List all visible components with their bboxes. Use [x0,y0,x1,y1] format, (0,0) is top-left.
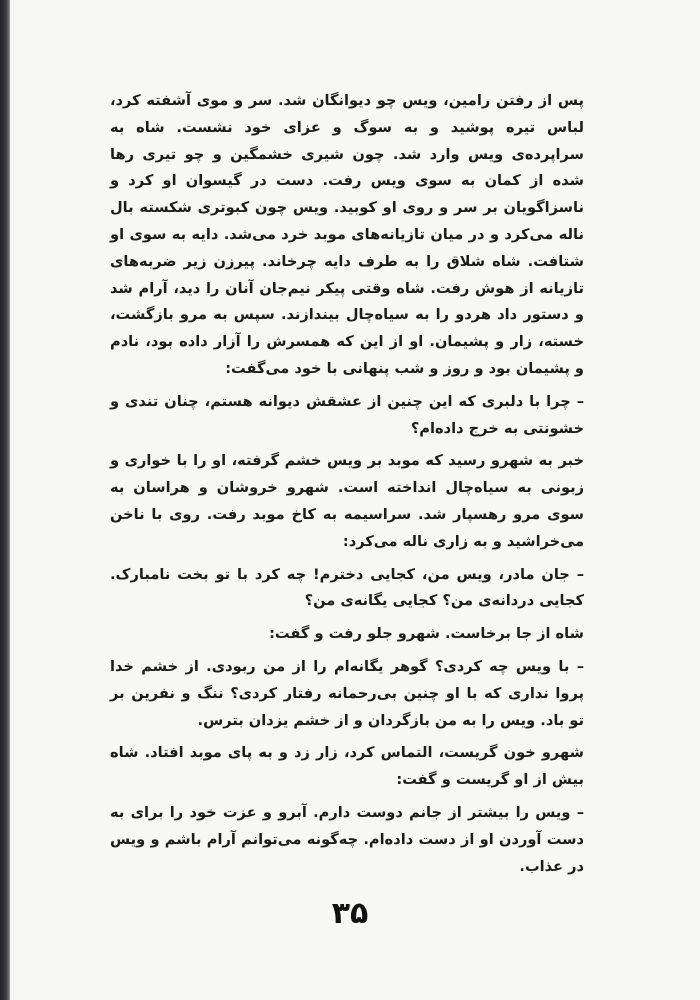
paragraph-5: شاه از جا برخاست. شهرو جلو رفت و گفت: [269,625,584,643]
paragraph-1: پس از رفتن رامین، ویس چو دیوانگان شد. سر و موی آشفته کرد، لباس تیره پوشید و به سوگ و عزای خود نشست. شاه به سراپرده‌ی ویس وارد شد. چون شیری خشمگین و چو تیری رها شده از کمان به سوی ویس رفت. دست در گیسوان او کرد و ناسزاگویان بر سر و روی او کوبید. ویس چون کبوتری شکسته بال ناله می‌کرد و در میان تازیانه‌های موبد خرد می‌شد. دایه به سوی او شتافت. شاه شلاق را به طرف دایه چرخاند. پیرزن زیر ضربه‌های تازیانه از هوش رفت. شاه وقتی پیکر نیم‌جان آنان را دید، آرام شد و دستور داد هردو را به سیاه‌چال بیندازند. سپس به مرو بازگشت، خسته، زار و پشیمان. او از این که همسرش را آزار داده بود، نادم و پشیمان بود و روز و شب پنهانی با خود می‌گفت: [110,92,584,377]
page-number: ۳۵ [331,896,369,931]
page-binding-edge [0,0,10,1000]
paragraph-2: – چرا با دلبری که این چنین از عشقش دیوانه هستم، چنان تندی و خشونتی به خرج داده‌ام؟ [110,392,584,437]
paragraph-7: شهرو خون گریست، التماس کرد، زار زد و به پای موبد افتاد. شاه بیش از او گریست و گفت: [110,744,584,789]
paragraph-3: خبر به شهرو رسید که موبد بر ویس خشم گرفته، او را با خواری و زبونی به سیاه‌چال انداخته است. شهرو خروشان و هراسان به سوی مرو رهسپار شد. سراسیمه به کاخ موبد رفت. روی با ناخن می‌خراشید و به زاری ناله می‌کرد: [110,452,584,550]
paragraph-4: – جان مادر، ویس من، کجایی دخترم! چه کرد با تو بخت نامبارک. کجایی دردانه‌ی من؟ کجایی یگانه‌ی من؟ [110,565,584,610]
paragraph-8: – ویس را بیشتر از جانم دوست دارم. آبرو و عزت خود را برای به دست آوردن او از دست داده‌ام. چه‌گونه می‌توانم آرام باشم و ویس در عذاب. [110,803,584,875]
page-body-text [110,88,584,886]
paragraph-6: – با ویس چه کردی؟ گوهر یگانه‌ام را از من ربودی. از خشم خدا پروا نداری که با او چنین بی‌رحمانه رفتار کردی؟ ننگ و نفرین بر تو باد. ویس را به من بازگردان و از خشم یزدان بترس. [110,657,584,729]
